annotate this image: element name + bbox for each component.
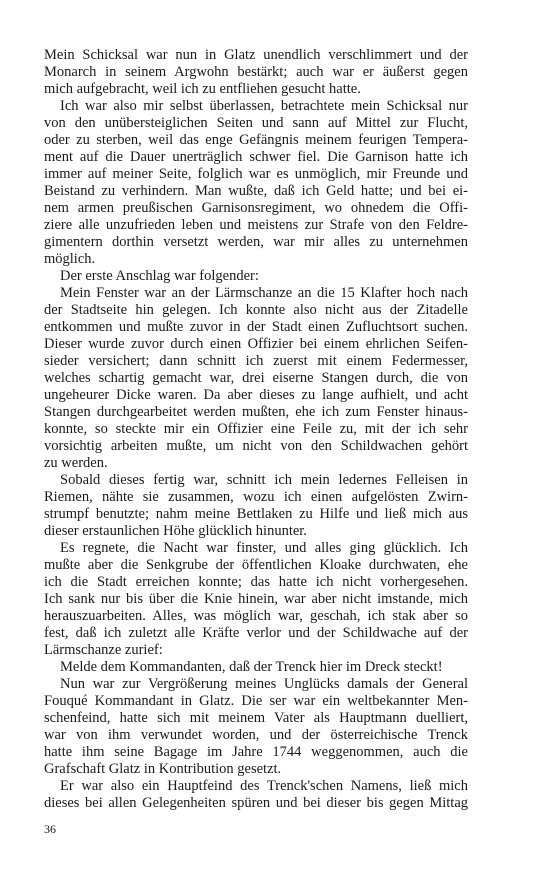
text-line: Fouqué Kommandant in Glatz. Die ser war ein weltbekannter Men-: [44, 693, 468, 709]
text-line: ungeheurer Dicke waren. Da aber dieses zu lange aufhielt, und acht: [44, 387, 468, 403]
text-line: Lärmschanze zurief:: [44, 642, 163, 658]
text-line: herauszuarbeiten. Alles, was möglich war, geschah, ich stak aber so: [44, 608, 468, 624]
text-line: immer auf meiner Seite, folglich war es unmöglich, mir Freunde und: [44, 166, 468, 182]
text-line: vorsichtig arbeiten mußte, um nicht von den Schildwachen gehört: [44, 438, 468, 454]
text-line: Ich war also mir selbst überlassen, betrachtete mein Schicksal nur: [60, 98, 468, 114]
text-line: von den unübersteiglichen Seiten und sann auf Mittel zur Flucht,: [44, 115, 468, 131]
text-line: fest, daß ich zuletzt alle Kräfte verlor und der Schildwache auf der: [44, 625, 468, 641]
body-text: [44, 47, 468, 812]
text-line: mußte aber die Senkgrube der öffentlichen Kloake durchwaten, ehe: [44, 557, 468, 573]
text-line: Ich sank nur bis über die Knie hinein, war aber nicht imstande, mich: [44, 591, 468, 607]
text-line: Der erste Anschlag war folgender:: [60, 268, 259, 284]
text-line: welches schartig gemacht war, drei eiserne Stangen durch, die von: [44, 370, 468, 386]
text-line: hatte ihm seine Bagage im Jahre 1744 weggenommen, auch die: [44, 744, 468, 760]
text-line: nem armen preußischen Garnisonsregiment, wo ohnedem die Offi-: [44, 200, 468, 216]
text-line: ich die Stadt erreichen konnte; das hatte ich nicht vorhergesehen.: [44, 574, 468, 590]
text-line: Grafschaft Glatz in Kontribution gesetzt.: [44, 761, 282, 777]
text-line: mich aufgebracht, weil ich zu entfliehen gesucht hatte.: [44, 81, 361, 97]
text-line: ziere alle unzufrieden leben und meistens zur Strafe von den Feldre-: [44, 217, 468, 233]
text-line: Nun war zur Vergrößerung meines Unglücks damals der General: [60, 676, 468, 692]
text-line: oder zu sterben, weil das enge Gefängnis meinem feurigen Tempera-: [44, 132, 468, 148]
text-line: Dieser wurde zuvor durch einen Offizier bei einem ehrlichen Seifen-: [44, 336, 468, 352]
text-line: Sobald dieses fertig war, schnitt ich mein ledernes Felleisen in: [60, 472, 468, 488]
text-line: schenfeind, hatte sich mit meinem Vater als Hauptmann duelliert,: [44, 710, 468, 726]
text-line: sieder versichert; dann schnitt ich zuerst mit einem Federmesser,: [44, 353, 468, 369]
text-line: Stangen durchgearbeitet werden mußten, ehe ich zum Fenster hinaus-: [44, 404, 468, 420]
text-line: der Stadtseite hin gelegen. Ich konnte also nicht aus der Zitadelle: [44, 302, 468, 318]
text-line: gimentern dorthin versetzt werden, war mir alles zu unternehmen: [44, 234, 468, 250]
text-line: Beistand zu verhindern. Man wußte, daß ich Geld hatte; und bei ei-: [44, 183, 468, 199]
page-number: 36: [44, 822, 56, 836]
text-line: Es regnete, die Nacht war finster, und alles ging glücklich. Ich: [60, 540, 468, 556]
text-line: Er war also ein Hauptfeind des Trenck'schen Namens, ließ mich: [60, 778, 468, 794]
text-line: Melde dem Kommandanten, daß der Trenck hier im Dreck steckt!: [60, 659, 443, 675]
text-line: dieser erstaunlichen Höhe glücklich hinunter.: [44, 523, 307, 539]
text-line: entkommen und mußte zuvor in der Stadt einen Zufluchtsort suchen.: [44, 319, 468, 335]
text-line: zu werden.: [44, 455, 108, 471]
text-line: ment auf die Dauer unerträglich schwer fiel. Die Garnison hatte ich: [44, 149, 468, 165]
text-line: strumpf benutzte; nahm meine Bettlaken zu Hilfe und ließ mich aus: [44, 506, 468, 522]
text-line: Mein Schicksal war nun in Glatz unendlich verschlimmert und der: [44, 47, 468, 63]
text-line: war von ihm verwundet worden, und der österreichische Trenck: [44, 727, 468, 743]
text-line: Riemen, nähte sie zusammen, wozu ich einen aufgelösten Zwirn-: [44, 489, 468, 505]
text-line: konnte, so steckte mir ein Offizier eine Feile zu, mit der ich sehr: [44, 421, 468, 437]
text-line: dieses bei allen Gelegenheiten spüren und bei dieser bis gegen Mittag: [44, 795, 468, 811]
text-line: möglich.: [44, 251, 96, 267]
text-line: Mein Fenster war an der Lärmschanze an die 15 Klafter hoch nach: [60, 285, 468, 301]
text-line: Monarch in seinem Argwohn bestärkt; auch war er äußerst gegen: [44, 64, 468, 80]
